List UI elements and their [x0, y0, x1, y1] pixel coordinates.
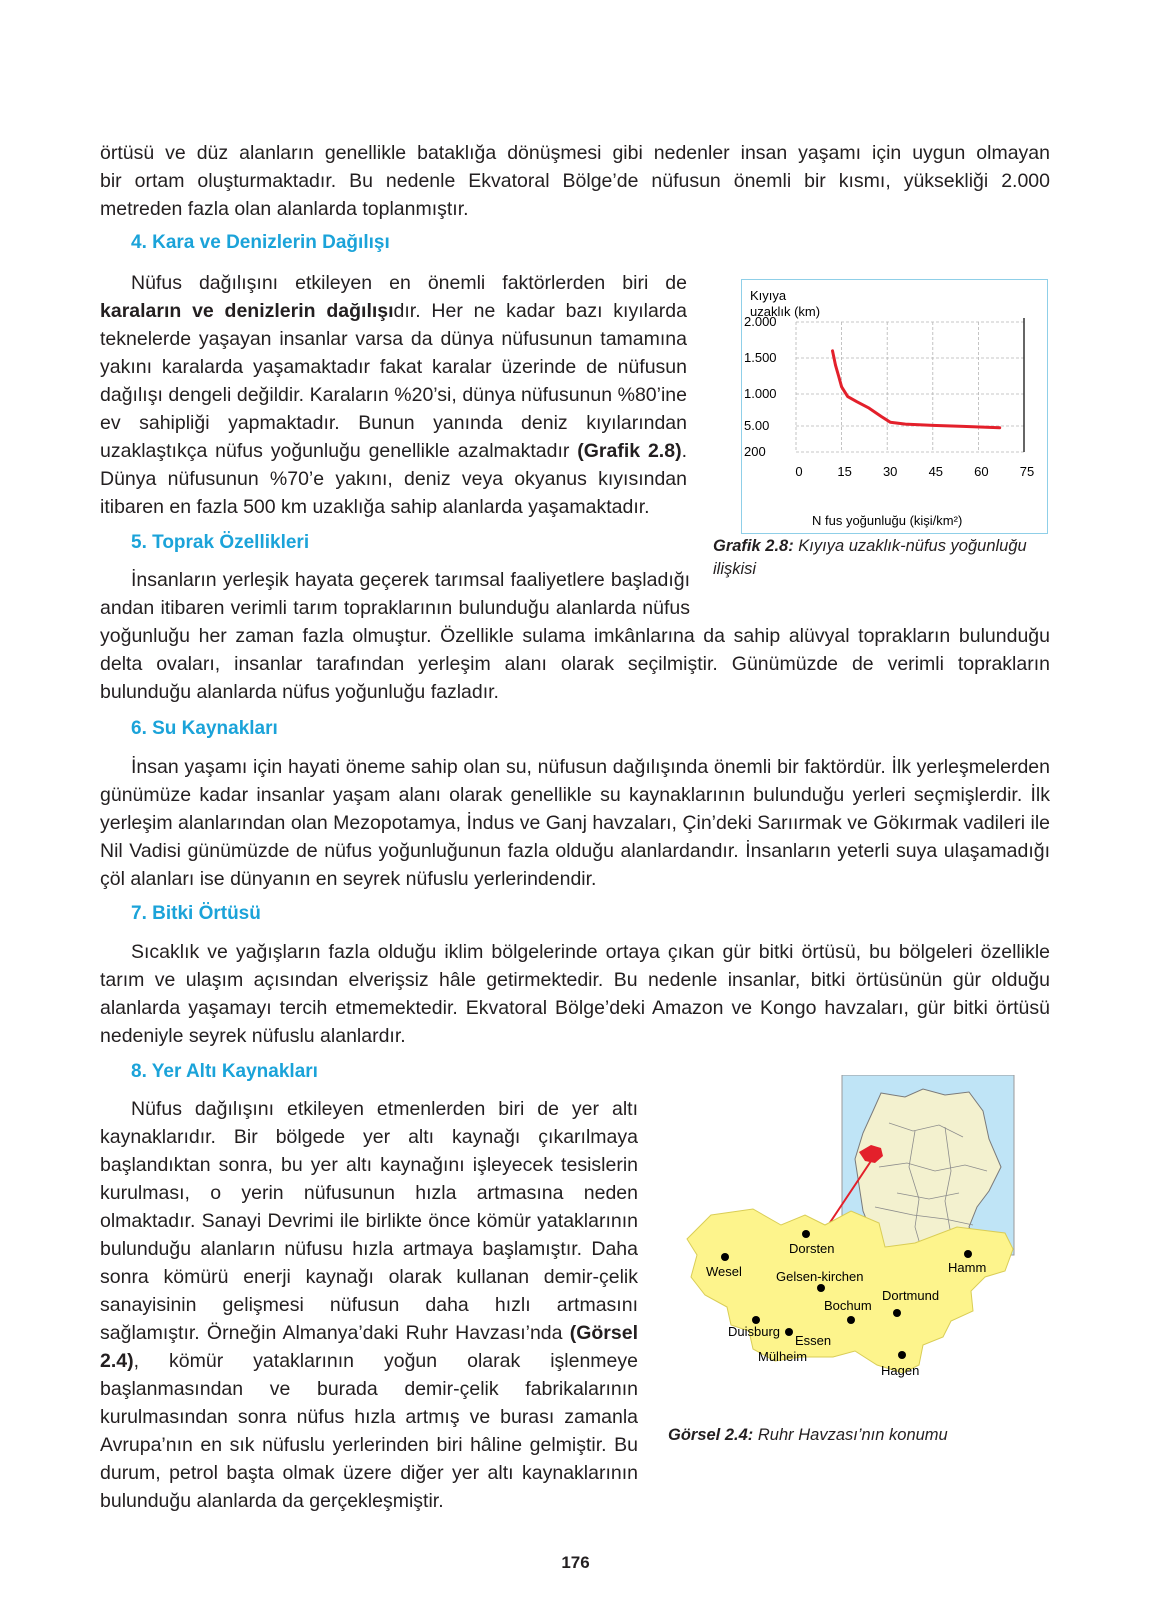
text: Nüfus dağılışını etkileyen etmenlerden biri de yer altı kaynaklarıdır. Bir bölgede yer altı kaynağı çıkarılmaya başlandıktan sonra, bu yer altı kaynağını işleyecek tesislerin kurulması, o yerin nüfusunun hızla artmasına neden olmaktadır. Sanayi Devrimi ile birlikte önce kömür yataklarının bulunduğu alanların nüfusu hızla artmaya başlamıştır. Daha sonra kömürü enerji kaynağı olarak kullanan demir-çelik sanayisinin gelişmesi nüfusun daha hızlı artmasını sağlamıştır. Örneğin Almanya’daki Ruhr Havzası’nda — [100, 1098, 638, 1344]
section-6-heading: 6. Su Kaynakları — [131, 718, 278, 739]
intro-line: metreden fazla olan alanlarda toplanmıştır. — [100, 198, 469, 220]
section-8-paragraph — [100, 1095, 638, 1515]
text: İnsanların yerleşik hayata geçerek tarımsal faaliyetlere başladığı andan itibaren verimli tarım topraklarının bulunduğu alanlarda nüfus yoğunluğu her zaman fazla olmuştur. Özellikle sulama imkânlarına da sahip alüvyal toprakların bulunduğu delta ovaları, insanlar tarafından yerleşim alanı olarak seçilmiştir. Günümüzde de verimli toprakların bulunduğu alanlarda nüfus yoğunluğu fazladır. — [100, 569, 1050, 703]
city-marker-hamm — [964, 1250, 972, 1258]
x-tick-label: 30 — [882, 464, 898, 479]
text: . Dünya nüfusunun %70’e yakını, deniz veya okyanus kıyısından itibaren en fazla 500 km uzaklığa sahip alanlarda yaşamaktadır. — [100, 440, 687, 518]
city-marker-duisburg — [752, 1316, 760, 1324]
ruhr-region — [687, 1209, 1013, 1373]
intro-line: bir ortam oluşturmaktadır. Bu nedenle Ekvatoral Bölge’de nüfusun önemli bir kısmı, yüksekliği 2.000 — [100, 170, 1050, 192]
intro-paragraph — [100, 139, 1050, 223]
city-label-essen: Essen — [795, 1333, 832, 1348]
section-7-paragraph: Sıcaklık ve yağışların fazla olduğu iklim bölgelerinde ortaya çıkan gür bitki örtüsü, bu bölgeleri özellikle tarım ve ulaşım açısından elverişsiz hâle getirmektedir. Bu nedenle insanlar, bitki örtüsünün gür olduğu alanlarda yaşamayı tercih etmemektedir. Ekvatoral Bölge’deki Amazon ve Kongo havzaları, gür bitki örtüsü nedeniyle seyrek nüfuslu alanlardır. — [100, 941, 1050, 1047]
city-label-duisburg: Duisburg — [728, 1324, 781, 1339]
y-tick-label: 2.000 — [744, 314, 777, 329]
caption-label: Görsel 2.4: — [668, 1426, 754, 1444]
x-tick-label: 75 — [1019, 464, 1035, 479]
city-marker-dorsten — [802, 1230, 810, 1238]
series-line — [833, 351, 1000, 428]
intro-line: örtüsü ve düz alanların genellikle bataklığa dönüşmesi gibi nedenler insan yaşamı için uygun olmayan — [100, 142, 1050, 164]
city-label-dorsten: Dorsten — [789, 1241, 835, 1256]
x-tick-label: 45 — [928, 464, 944, 479]
city-label-hamm: Hamm — [948, 1260, 987, 1275]
text: , kömür yataklarının yoğun olarak işlenmeye başlanmasından ve burada demir-çelik fabrikalarının kurulmasından sonra nüfus hızla artmış ve burası zamanla Avrupa’nın en sık nüfuslu yerlerinden biri hâline gelmiştir. Bu durum, petrol başta olmak üzere diğer yer altı kaynaklarının bulunduğu alanlarda da gerçekleşmiştir. — [100, 1350, 638, 1512]
city-label-wesel: Wesel — [706, 1264, 742, 1279]
city-label-dortmund: Dortmund — [882, 1288, 940, 1303]
y-tick-label: 1.000 — [744, 386, 777, 401]
y-axis-label: Kıyıya — [750, 288, 787, 303]
x-tick-label: 0 — [795, 464, 803, 479]
city-label-mulheim: Mülheim — [758, 1349, 808, 1364]
city-marker-gelsenkirchen — [817, 1284, 825, 1292]
x-tick-label: 60 — [974, 464, 989, 479]
y-tick-label: 1.500 — [744, 350, 777, 365]
y-tick-label: 5.00 — [744, 418, 770, 433]
caption-text: Kıyıya uzaklık-nüfus yoğunluğu ilişkisi — [713, 537, 1027, 578]
caption-text: Ruhr Havzası’nın konumu — [753, 1426, 948, 1444]
chart-frame — [741, 279, 1048, 534]
text: Nüfus dağılışını etkileyen en önemli faktörlerden biri de — [131, 272, 687, 294]
city-label-gelsenkirchen: Gelsen-kirchen — [776, 1269, 864, 1284]
city-marker-wesel — [721, 1253, 729, 1261]
float-spacer — [690, 566, 1050, 596]
city-marker-essen — [785, 1328, 793, 1336]
line-chart — [742, 280, 1046, 532]
section-4-paragraph — [100, 269, 687, 521]
bold-text: (Görsel 2.4) — [100, 1322, 638, 1372]
x-tick-label: 15 — [837, 464, 852, 479]
page-number: 176 — [561, 1553, 590, 1572]
text: dır. Her ne kadar bazı kıyılarda teknelerde yaşayan insanlar varsa da dünya nüfusunun tamamına yakını karalarda yaşamaktadır fakat karalar üzerinde de nüfusun dağılışı dengeli değildir. Karaların %20’si, dünya nüfusunun %80’ine ev sahipliği yapmaktadır. Bunun yanında deniz kıyılarından uzaklaştıkça nüfus yoğunluğu genellikle azalmaktadır — [100, 300, 687, 462]
map-caption — [668, 1424, 1048, 1447]
section-7-heading: 7. Bitki Örtüsü — [131, 903, 261, 924]
bold-text: (Grafik 2.8) — [577, 440, 682, 462]
section-5-heading: 5. Toprak Özellikleri — [131, 532, 310, 553]
city-label-bochum: Bochum — [824, 1298, 872, 1313]
bold-text: karaların ve denizlerin dağılışı — [100, 300, 394, 322]
x-axis-label: N fus yoğunluğu (kişi/km²) — [812, 513, 963, 528]
city-marker-bochum — [847, 1316, 855, 1324]
city-marker-hagen — [898, 1351, 906, 1359]
section-4-heading: 4. Kara ve Denizlerin Dağılışı — [131, 232, 390, 253]
section-8-heading: 8. Yer Altı Kaynakları — [131, 1061, 318, 1082]
y-axis-label: uzaklık (km) — [750, 304, 821, 319]
caption-label: Grafik 2.8: — [713, 537, 794, 555]
section-6-paragraph: İnsan yaşamı için hayati öneme sahip olan su, nüfusun dağılışında önemli bir faktördür. İlk yerleşmelerden günümüze kadar insanlar yaşam alanı olarak genellikle su kaynaklarının bulunduğu yerleri seçmişlerdir. İlk yerleşim alanlarından olan Mezopotamya, İndus ve Ganj havzaları, Çin’deki Sarıırmak ve Gökırmak vadileri ile Nil Vadisi günümüzde de nüfus yoğunluğunun fazla olduğu alanlardandır. İnsanların yeterli suya ulaşamadığı çöl alanları ise dünyanın en seyrek nüfuslu yerlerindendir. — [100, 756, 1050, 890]
city-marker-dortmund — [893, 1309, 901, 1317]
city-label-hagen: Hagen — [881, 1363, 920, 1378]
y-tick-label: 200 — [744, 444, 766, 459]
section-5-paragraph — [100, 566, 1050, 706]
